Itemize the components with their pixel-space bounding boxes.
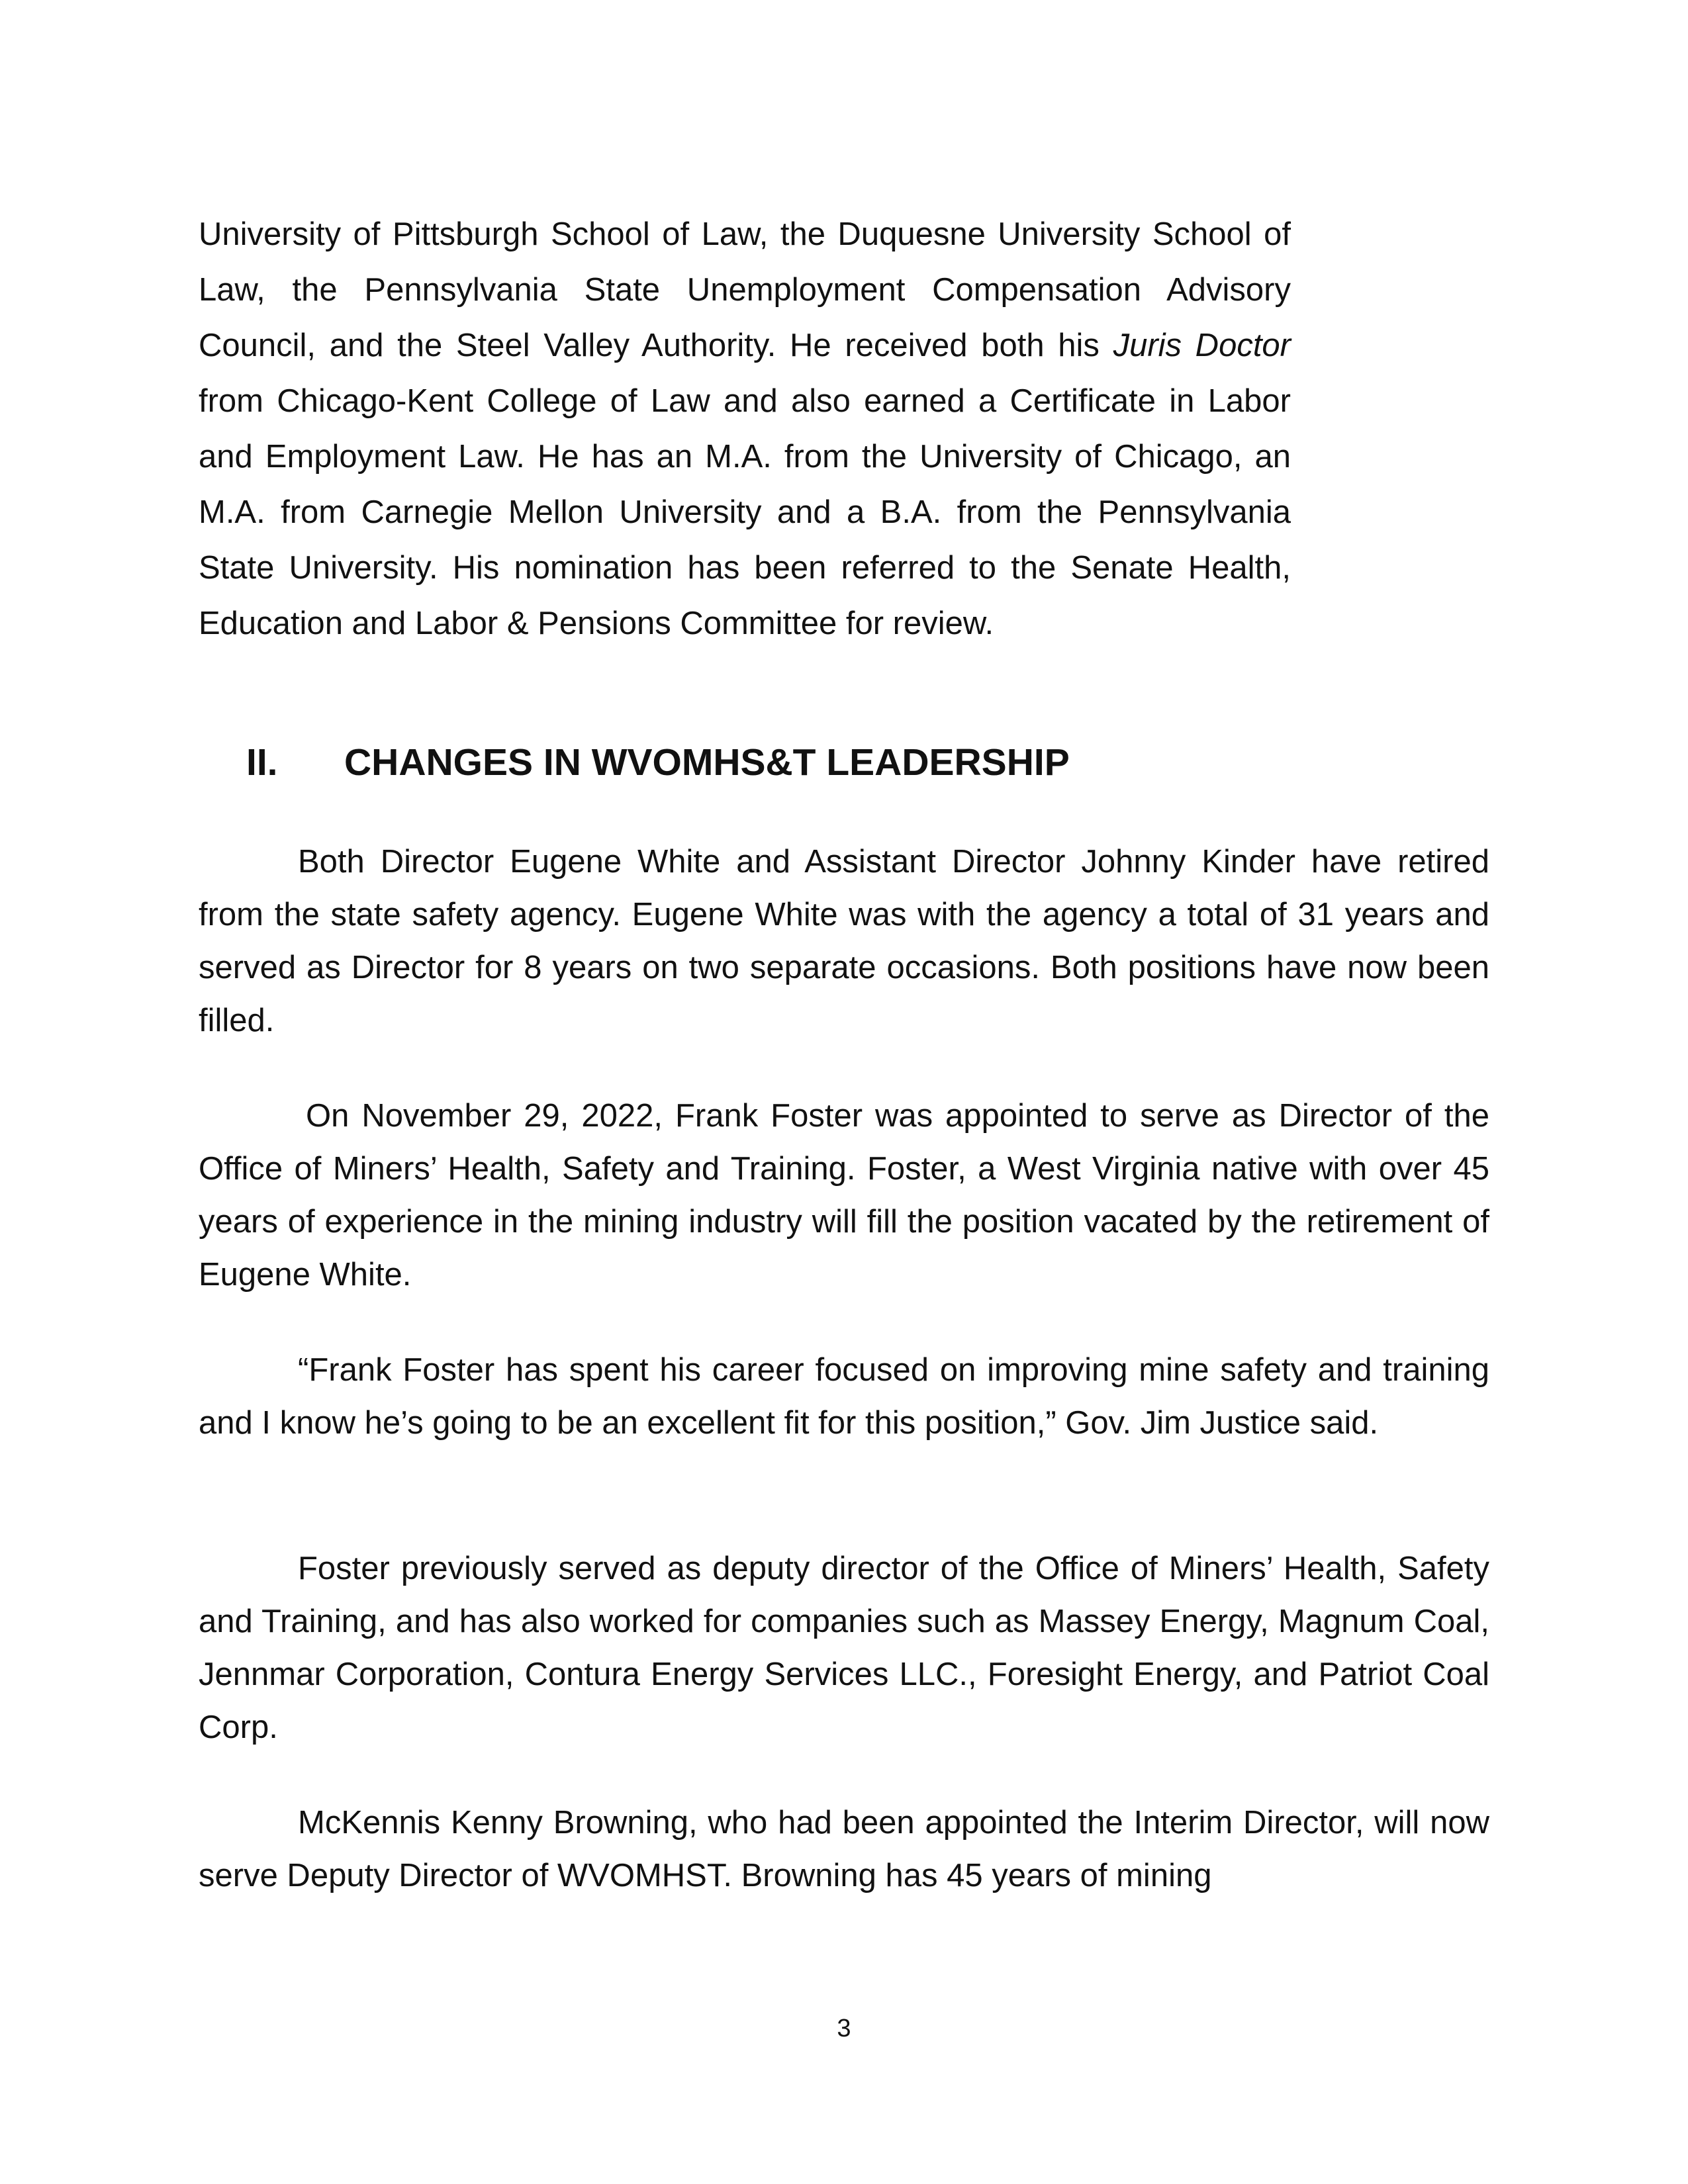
paragraph-governor-quote: “Frank Foster has spent his career focused on improving mine safety and training and I know he’s going to be an excellent fit for this position,” Gov. Jim Justice said. bbox=[199, 1352, 1489, 1441]
section-number: II. bbox=[246, 741, 278, 784]
paragraph-foster-background: Foster previously served as deputy director of the Office of Miners’ Health, Safety and Training, and has also worked for companies such as Massey Energy, Magnum Coal, Jennmar Corporation, Contura Energy Services LLC., Foresight Energy, and Patriot Coal Corp. bbox=[199, 1551, 1489, 1745]
paragraph-foster-appointment: On November 29, 2022, Frank Foster was appointed to serve as Director of the Office of Miners’ Health, Safety and Training. Foster, a West Virginia native with over 45 years of experience in the mining industry will fill the position vacated by the retirement of Eugene White. bbox=[199, 1098, 1489, 1293]
paragraph-browning: McKennis Kenny Browning, who had been appointed the Interim Director, will now serve Deputy Director of WVOMHST. Browning has 45 years of mining bbox=[199, 1805, 1489, 1893]
page-number: 3 bbox=[837, 2015, 851, 2042]
intro-italic-degree: Juris Doctor bbox=[1113, 328, 1291, 363]
section-title: CHANGES IN WVOMHS&T LEADERSHIP bbox=[344, 741, 1070, 784]
intro-text-part2: from Chicago-Kent College of Law and also earned a Certificate in Labor and Employment Law. He has an M.A. from the University of Chicago, an M.A. from Carnegie Mellon University and a B.A. from the Pennsylvania State University. His nomination has been referred to the Senate Health, Education and Labor & Pensions Committee for review. bbox=[199, 383, 1291, 641]
paragraph-retirements: Both Director Eugene White and Assistant Director Johnny Kinder have retired from the state safety agency. Eugene White was with the agency a total of 31 years and served as Director for 8 years on two separate occasions. Both positions have now been filled. bbox=[199, 844, 1489, 1038]
intro-text-part1: University of Pittsburgh School of Law, the Duquesne University School of Law, the Pennsylvania State Unemployment Compensation Advisory Council, and the Steel Valley Authority. He received both his bbox=[199, 216, 1291, 363]
section-heading bbox=[246, 736, 1070, 789]
intro-paragraph bbox=[199, 206, 1291, 651]
